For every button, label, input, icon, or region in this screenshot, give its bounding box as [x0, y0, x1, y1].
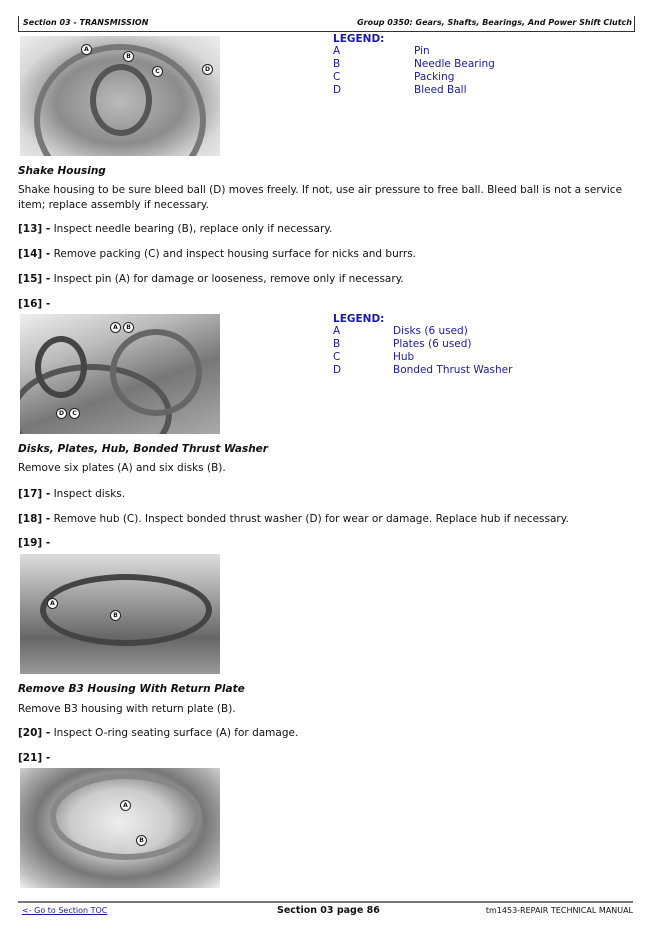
heading-disks-plates: Disks, Plates, Hub, Bonded Thrust Washer: [18, 443, 268, 455]
callout-d: D: [56, 408, 67, 419]
legend-key: B: [333, 58, 341, 70]
legend-label: Hub: [393, 351, 415, 363]
section-toc-link[interactable]: <- Go to Section TOC: [22, 906, 108, 915]
callout-c: C: [152, 66, 163, 77]
figure-disks-plates: [20, 314, 220, 434]
legend-label: Pin: [414, 45, 430, 57]
callout-a: A: [120, 800, 131, 811]
figure-housing: [20, 36, 220, 156]
legend-key: B: [333, 338, 341, 350]
step-16: [16] -: [18, 298, 51, 310]
group-title: Group 0350: Gears, Shafts, Bearings, And Power Shift Clutch: [357, 18, 632, 27]
legend-key: C: [333, 71, 341, 83]
legend-title: LEGEND:: [333, 313, 385, 325]
legend-figure-1: [333, 33, 495, 97]
callout-b: B: [110, 610, 121, 621]
step-15: [15] - Inspect pin (A) for damage or looseness, remove only if necessary.: [18, 273, 404, 285]
paragraph-remove-b3: Remove B3 housing with return plate (B).: [18, 703, 236, 715]
manual-title: tm1453-REPAIR TECHNICAL MANUAL: [485, 906, 633, 915]
footer-divider: [18, 901, 633, 903]
callout-a: A: [110, 322, 121, 333]
legend-label: Needle Bearing: [414, 58, 495, 70]
callout-a: A: [47, 598, 58, 609]
section-title: Section 03 - TRANSMISSION: [23, 18, 149, 27]
callout-b: B: [123, 51, 134, 62]
heading-shake-housing: Shake Housing: [18, 165, 106, 177]
legend-label: Packing: [414, 71, 455, 83]
step-17: [17] - Inspect disks.: [18, 488, 126, 500]
legend-key: A: [333, 45, 341, 57]
callout-b: B: [136, 835, 147, 846]
page-header: [18, 16, 635, 32]
legend-key: D: [333, 84, 342, 96]
legend-key: C: [333, 351, 341, 363]
step-19: [19] -: [18, 537, 51, 549]
figure-b3-housing: [20, 554, 220, 674]
paragraph-shake-housing: Shake housing to be sure bleed ball (D) moves freely. If not, use air pressure to free ball. Bleed ball is not a service item; replace assembly if necessary.: [18, 184, 623, 211]
heading-remove-b3: Remove B3 Housing With Return Plate: [18, 683, 245, 695]
step-14: [14] - Remove packing (C) and inspect housing surface for nicks and burrs.: [18, 248, 416, 260]
page-number: Section 03 page 86: [277, 905, 380, 916]
callout-d: D: [202, 64, 213, 75]
legend-label: Bonded Thrust Washer: [393, 364, 513, 376]
legend-key: A: [333, 325, 341, 337]
step-18: [18] - Remove hub (C). Inspect bonded thrust washer (D) for wear or damage. Replace hub if necessary.: [18, 513, 569, 525]
step-20: [20] - Inspect O-ring seating surface (A) for damage.: [18, 727, 299, 739]
step-21: [21] -: [18, 752, 51, 764]
legend-figure-2: [333, 313, 513, 377]
legend-label: Bleed Ball: [414, 84, 467, 96]
figure-oring-surface: [20, 768, 220, 888]
legend-title: LEGEND:: [333, 33, 385, 45]
legend-label: Plates (6 used): [393, 338, 472, 350]
paragraph-disks-plates: Remove six plates (A) and six disks (B).: [18, 462, 226, 474]
step-13: [13] - Inspect needle bearing (B), replace only if necessary.: [18, 223, 333, 235]
callout-b: B: [123, 322, 134, 333]
legend-key: D: [333, 364, 342, 376]
callout-c: C: [69, 408, 80, 419]
legend-label: Disks (6 used): [393, 325, 468, 337]
callout-a: A: [81, 44, 92, 55]
